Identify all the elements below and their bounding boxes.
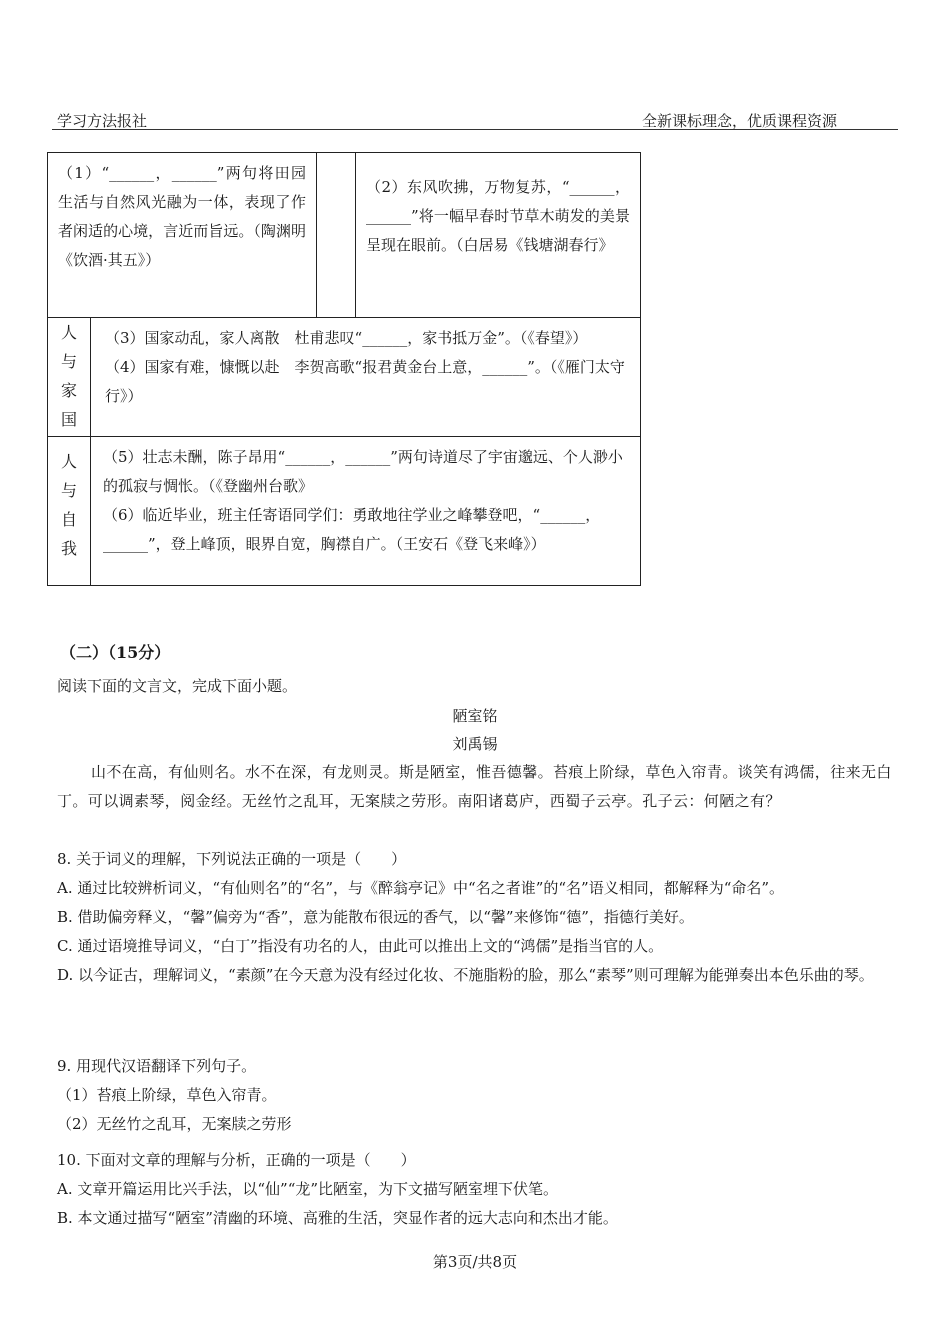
page-number: 第3页/共8页 bbox=[432, 1253, 518, 1271]
question-10 bbox=[57, 1146, 893, 1233]
header-rule bbox=[52, 129, 898, 130]
table-cell-q5-q6 bbox=[91, 437, 641, 586]
table-row-3 bbox=[48, 437, 641, 586]
q8-option-d: D. 以今证古，理解词义，“素颜”在今天意为没有经过化妆、不施脂粉的脸，那么“素琴”则可理解为能弹奏出本色乐曲的琴。 bbox=[57, 966, 874, 984]
q8-option-b: B. 借助偏旁释义，“馨”偏旁为“香”，意为能散布很远的香气，以“馨”来修饰“德”，指德行美好。 bbox=[57, 908, 694, 926]
question-9 bbox=[57, 1052, 893, 1139]
passage-author: 刘禹锡 bbox=[452, 735, 498, 753]
table-cell-spacer bbox=[317, 153, 356, 318]
q10-option-a: A. 文章开篇运用比兴手法，以“仙”“龙”比陋室，为下文描写陋室埋下伏笔。 bbox=[57, 1180, 559, 1198]
table-row-2 bbox=[48, 318, 641, 437]
header-slogan: 全新课标理念，优质课程资源 bbox=[641, 112, 837, 130]
q1-text: （1）“______，______”两句将田园生活与自然风光融为一体，表现了作者闲适的心境，言近而旨远。（陶渊明《饮酒·其五》） bbox=[58, 164, 306, 269]
q10-stem: 10. 下面对文章的理解与分析，正确的一项是（ ） bbox=[57, 1151, 416, 1169]
q8-option-c: C. 通过语境推导词义，“白丁”指没有功名的人，由此可以推出上文的“鸿儒”是指当官的人。 bbox=[57, 937, 664, 955]
q9-sentence-1: （1）苔痕上阶绿，草色入帘青。 bbox=[57, 1086, 277, 1104]
q4-text: （4）国家有难，慷慨以赴 李贺高歌“报君黄金台上意，______”。（《雁门太守行》） bbox=[105, 358, 625, 405]
header-publisher: 学习方法报社 bbox=[57, 112, 148, 130]
poetry-table bbox=[47, 152, 641, 586]
q3-text: （3）国家动乱，家人离散 杜甫悲叹“______，家书抵万金”。（《春望》） bbox=[105, 329, 588, 347]
table-cell-q1 bbox=[48, 153, 317, 318]
label-people-and-country: 人 与 家 国 bbox=[48, 318, 91, 437]
section-instruction: 阅读下面的文言文，完成下面小题。 bbox=[57, 677, 298, 695]
label-people-and-self: 人 与 自 我 bbox=[48, 437, 91, 586]
q6-text: （6）临近毕业，班主任寄语同学们：勇敢地往学业之峰攀登吧，“______，______”，登上峰顶，眼界自宽，胸襟自广。（王安石《登飞来峰》） bbox=[103, 506, 601, 553]
passage-text: 山不在高，有仙则名。水不在深，有龙则灵。斯是陋室，惟吾德馨。苔痕上阶绿，草色入帘青。谈笑有鸿儒，往来无白丁。可以调素琴，阅金经。无丝竹之乱耳，无案牍之劳形。南阳诸葛庐，西蜀子云亭。孔子云：何陋之有？ bbox=[57, 763, 892, 810]
q8-option-a: A. 通过比较辨析词义，“有仙则名”的“名”，与《醉翁亭记》中“名之者谁”的“名”语义相同，都解释为“命名”。 bbox=[57, 879, 785, 897]
q10-option-b: B. 本文通过描写“陋室”清幽的环境、高雅的生活，突显作者的远大志向和杰出才能。 bbox=[57, 1209, 618, 1227]
table-cell-q2 bbox=[356, 153, 641, 318]
table-row-1 bbox=[48, 153, 641, 318]
section-title: （二）（15分） bbox=[60, 643, 171, 662]
q9-stem: 9. 用现代汉语翻译下列句子。 bbox=[57, 1057, 257, 1075]
q5-text: （5）壮志未酬，陈子昂用“______，______”两句诗道尽了宇宙邈远、个人渺小的孤寂与惆怅。（《登幽州台歌》 bbox=[103, 448, 623, 495]
q2-text: （2）东风吹拂，万物复苏，“______，______”将一幅早春时节草木萌发的美景呈现在眼前。（白居易《钱塘湖春行》 bbox=[366, 178, 630, 254]
q9-sentence-2: （2）无丝竹之乱耳，无案牍之劳形 bbox=[57, 1115, 292, 1133]
question-8 bbox=[57, 845, 893, 990]
table-cell-q3-q4 bbox=[91, 318, 641, 437]
passage-title: 陋室铭 bbox=[452, 707, 498, 725]
q8-stem: 8. 关于词义的理解，下列说法正确的一项是（ ） bbox=[57, 850, 407, 868]
